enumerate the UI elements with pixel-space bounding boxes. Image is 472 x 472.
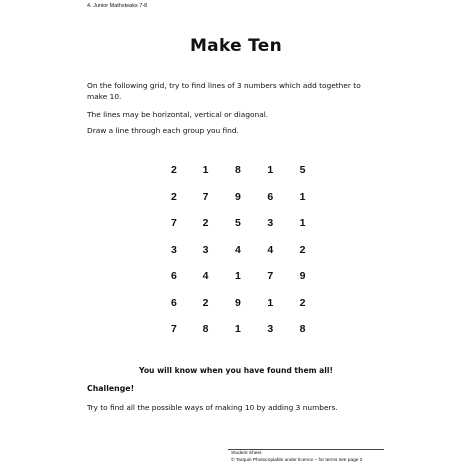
grid-cell: 1	[235, 323, 241, 336]
footer-copyright: © Tarquin Photocopiable under licence – for terms see page 2	[231, 458, 363, 463]
grid-cell: 2	[171, 190, 177, 203]
instruction-paragraph: Draw a line through each group you find.	[87, 126, 239, 135]
grid-cell: 8	[299, 323, 306, 336]
grid-cell: 7	[171, 217, 177, 230]
book-header: 4. Junior Mathsteaks 7-8	[87, 3, 148, 9]
grid-cell: 1	[267, 296, 274, 309]
number-grid	[154, 157, 316, 343]
grid-row	[154, 290, 316, 317]
page-title: Make Ten	[189, 36, 283, 56]
grid-cell: 7	[202, 190, 209, 203]
grid-cell: 2	[299, 296, 306, 309]
grid-row	[154, 184, 316, 211]
instruction-paragraph: The lines may be horizontal, vertical or diagonal.	[87, 110, 269, 119]
grid-row	[154, 210, 316, 237]
challenge-text: Try to find all the possible ways of making 10 by adding 3 numbers.	[87, 403, 338, 412]
grid-cell: 6	[267, 190, 274, 203]
grid-row	[154, 237, 316, 264]
grid-cell: 9	[235, 296, 241, 309]
grid-cell: 4	[235, 243, 241, 256]
challenge-heading: Challenge!	[87, 384, 135, 393]
grid-cell: 2	[202, 296, 209, 309]
grid-row	[154, 157, 316, 184]
grid-row	[154, 263, 316, 290]
grid-cell: 3	[171, 243, 177, 256]
grid-cell: 2	[202, 217, 209, 230]
grid-cell: 3	[267, 323, 274, 336]
grid-cell: 7	[171, 323, 177, 336]
footer-divider	[228, 449, 384, 450]
grid-cell: 1	[235, 270, 241, 283]
grid-cell: 1	[202, 164, 209, 177]
grid-row	[154, 316, 316, 343]
grid-cell: 1	[267, 164, 274, 177]
grid-cell: 5	[299, 164, 306, 177]
grid-cell: 7	[267, 270, 274, 283]
grid-cell: 9	[235, 190, 241, 203]
grid-cell: 1	[299, 217, 306, 230]
grid-cell: 2	[299, 243, 306, 256]
grid-cell: 3	[202, 243, 209, 256]
grid-cell: 6	[171, 296, 177, 309]
grid-cell: 2	[171, 164, 177, 177]
grid-cell: 3	[267, 217, 274, 230]
grid-cell: 6	[171, 270, 177, 283]
grid-cell: 5	[235, 217, 241, 230]
grid-cell: 8	[202, 323, 209, 336]
grid-cell: 1	[299, 190, 306, 203]
grid-cell: 4	[267, 243, 274, 256]
closing-note: You will know when you have found them all!	[139, 366, 333, 375]
grid-cell: 9	[299, 270, 306, 283]
grid-cell: 8	[235, 164, 241, 177]
instruction-paragraph: On the following grid, try to find lines of 3 numbers which add together to make 10.	[87, 81, 361, 101]
grid-cell: 4	[202, 270, 209, 283]
footer-sheet-label: Student Sheet	[231, 451, 262, 456]
